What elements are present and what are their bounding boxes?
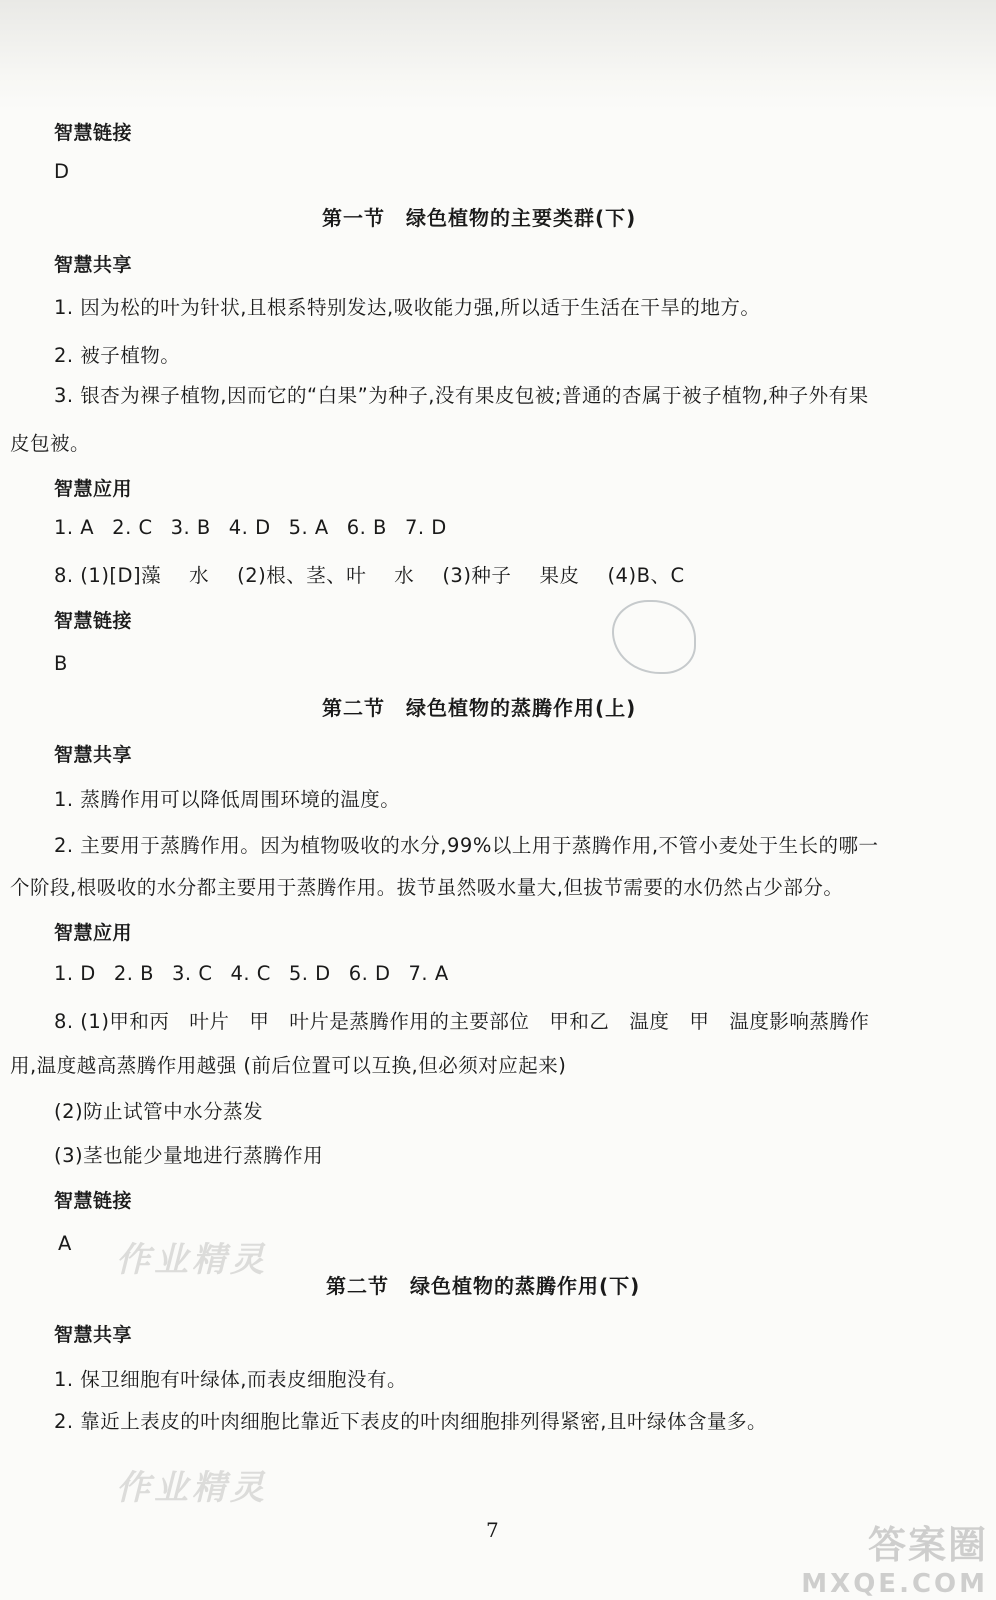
choice-answers <box>54 516 465 539</box>
section-title: 第二节 绿色植物的蒸腾作用(上) <box>322 696 637 720</box>
share-line: 3. 银杏为裸子植物,因而它的“白果”为种子,没有果皮包被;普通的杏属于被子植物,种子外有果 <box>54 384 869 407</box>
share-heading: 智慧共享 <box>54 254 133 276</box>
choice-answer: 3. C <box>172 962 213 985</box>
share-line: 2. 被子植物。 <box>54 344 181 367</box>
link-heading: 智慧链接 <box>54 122 133 144</box>
q8-part: (4)B、C <box>607 564 685 587</box>
choice-answer: 2. C <box>112 516 153 539</box>
question-8-answer: (3)茎也能少量地进行蒸腾作用 <box>54 1144 324 1167</box>
question-8-answer <box>54 560 685 588</box>
choice-answer: 7. A <box>408 962 449 985</box>
link-answer: A <box>58 1232 72 1255</box>
share-heading: 智慧共享 <box>54 1324 133 1346</box>
share-line: 个阶段,根吸收的水分都主要用于蒸腾作用。拔节虽然吸水量大,但拔节需要的水仍然占少部分。 <box>10 876 844 899</box>
choice-answer: 6. B <box>346 516 387 539</box>
watermark: 作业精灵 <box>116 1240 268 1280</box>
watermark-url: MXQE.COM <box>801 1569 988 1599</box>
choice-answer: 4. C <box>230 962 271 985</box>
choice-answer: 3. B <box>170 516 211 539</box>
q8-part: (3)种子 <box>442 564 512 587</box>
share-line: 2. 主要用于蒸腾作用。因为植物吸收的水分,99%以上用于蒸腾作用,不管小麦处于生长的哪一 <box>54 834 879 857</box>
section-title: 第一节 绿色植物的主要类群(下) <box>322 206 637 230</box>
share-line: 2. 靠近上表皮的叶肉细胞比靠近下表皮的叶肉细胞排列得紧密,且叶绿体含量多。 <box>54 1410 768 1433</box>
choice-answer: 5. D <box>288 962 331 985</box>
scan-shadow <box>0 0 996 110</box>
site-watermark <box>788 1514 988 1599</box>
choice-answer: 1. D <box>54 962 96 985</box>
question-8-answer: 用,温度越高蒸腾作用越强 (前后位置可以互换,但必须对应起来) <box>10 1054 567 1077</box>
choice-answers <box>54 962 467 985</box>
share-heading: 智慧共享 <box>54 744 133 766</box>
link-heading: 智慧链接 <box>54 1190 133 1212</box>
share-line: 1. 保卫细胞有叶绿体,而表皮细胞没有。 <box>54 1368 408 1391</box>
link-heading: 智慧链接 <box>54 610 133 632</box>
stamp-graphic <box>612 600 696 674</box>
section-title: 第二节 绿色植物的蒸腾作用(下) <box>326 1274 641 1298</box>
q8-part: 果皮 <box>539 564 580 587</box>
share-line: 皮包被。 <box>10 432 91 455</box>
share-line: 1. 蒸腾作用可以降低周围环境的温度。 <box>54 788 401 811</box>
apply-heading: 智慧应用 <box>54 922 133 944</box>
watermark: 作业精灵 <box>116 1468 268 1508</box>
link-answer: D <box>54 160 70 183</box>
question-8-answer: (2)防止试管中水分蒸发 <box>54 1100 264 1123</box>
q8-part: 8. (1)[D]藻 <box>54 564 162 587</box>
share-line: 1. 因为松的叶为针状,且根系特别发达,吸收能力强,所以适于生活在干旱的地方。 <box>54 296 761 319</box>
choice-answer: 6. D <box>348 962 391 985</box>
q8-part: (2)根、茎、叶 <box>237 564 367 587</box>
q8-part: 水 <box>394 564 415 587</box>
page-number: 7 <box>486 1518 500 1542</box>
link-answer: B <box>54 652 68 675</box>
choice-answer: 7. D <box>404 516 447 539</box>
q8-part: 水 <box>189 564 210 587</box>
apply-heading: 智慧应用 <box>54 478 133 500</box>
watermark-text: 答案圈 <box>867 1523 988 1567</box>
choice-answer: 5. A <box>288 516 329 539</box>
question-8-answer: 8. (1)甲和丙 叶片 甲 叶片是蒸腾作用的主要部位 甲和乙 温度 甲 温度影响蒸腾作 <box>54 1010 870 1033</box>
choice-answer: 2. B <box>113 962 155 985</box>
choice-answer: 1. A <box>54 516 95 539</box>
choice-answer: 4. D <box>228 516 271 539</box>
